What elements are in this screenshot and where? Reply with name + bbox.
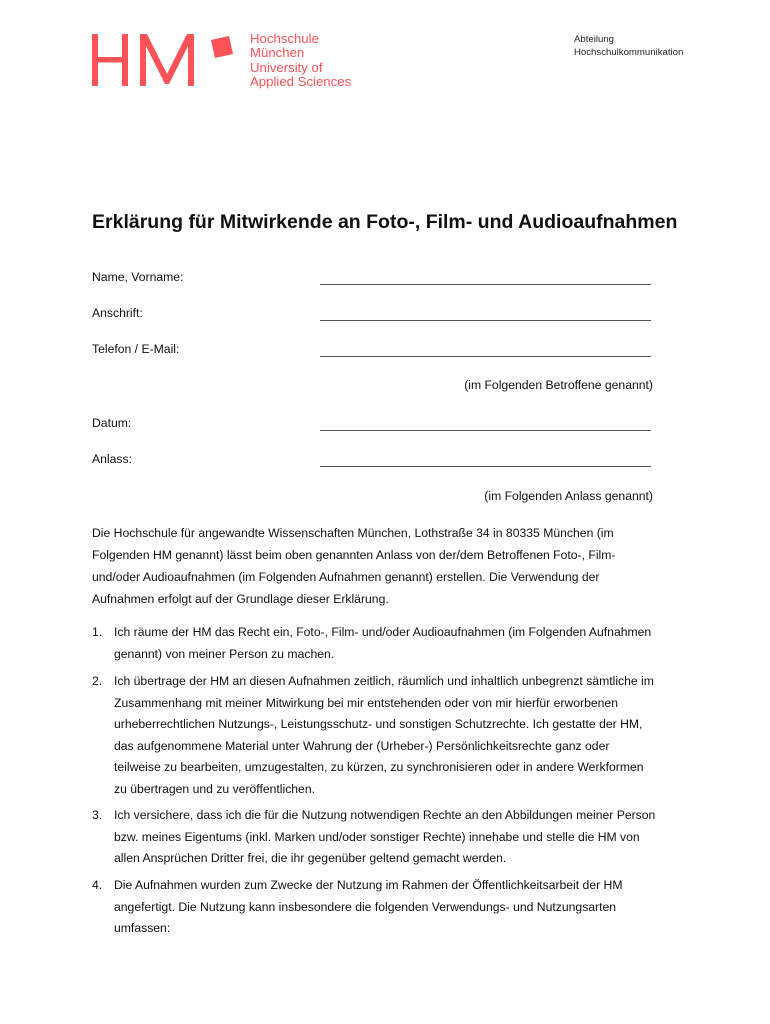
document-title: Erklärung für Mitwirkende an Foto-, Film- und Audioaufnahmen xyxy=(92,211,678,233)
phone-email-field[interactable] xyxy=(320,356,651,357)
event-note: (im Folgenden Anlass genannt) xyxy=(484,489,653,503)
address-field[interactable] xyxy=(320,320,651,321)
list-number: 2. xyxy=(92,674,103,688)
list-text: Ich übertrage der HM an diesen Aufnahmen zeitlich, räumlich und inhaltlich unbegrenzt sämtliche im Zusammenhang mit meiner Mitwirkung bei mir entstehenden oder von mir hierfür erworbenen urheberrechtlichen Nutzungs-, Leistungsschutz- und sonstigen Schutzrechte. Ich gestatte der HM, das aufgenommene Material unter Wahrung der (Urheber-) Persönlichkeitsrechte ganz oder teilweise zu bearbeiten, umzugestalten, zu kürzen, zu synchronisieren oder in andere Werkformen zu übertragen und zu veröffentlichen. xyxy=(114,674,654,796)
list-text: Ich versichere, dass ich die für die Nutzung notwendigen Rechte an den Abbildungen meiner Person bzw. meines Eigentums (inkl. Marken und/oder sonstiger Rechte) innehabe und stelle die HM von allen Ansprüchen Dritter frei, die ihr gegenüber geltend gemacht werden. xyxy=(114,808,656,865)
logo-line: Applied Sciences xyxy=(250,74,352,90)
logo-line: Hochschule xyxy=(250,31,319,46)
address-label: Anschrift: xyxy=(92,306,143,320)
list-number: 3. xyxy=(92,808,103,822)
intro-paragraph: Die Hochschule für angewandte Wissenschaften München, Lothstraße 34 in 80335 München (im Folgenden HM genannt) lässt beim oben genannten Anlass von der/dem Betroffenen Foto-, Film- und/oder Audioaufnahmen (im Folgenden Aufnahmen genannt) erstellen. Die Verwendung der Aufnahmen erfolgt auf der Grundlage dieser Erklärung. xyxy=(92,526,616,606)
list-number: 4. xyxy=(92,878,103,892)
department-line: Abteilung xyxy=(574,34,615,45)
person-note: (im Folgenden Betroffene genannt) xyxy=(464,378,653,392)
occasion-field[interactable] xyxy=(320,466,651,467)
date-field[interactable] xyxy=(320,430,651,431)
hm-logo xyxy=(92,30,382,92)
logo-wordmark xyxy=(250,32,351,90)
name-field[interactable] xyxy=(320,284,651,285)
date-label: Datum: xyxy=(92,416,132,430)
department-line: Hochschulkommunikation xyxy=(574,47,684,58)
list-text: Ich räume der HM das Recht ein, Foto-, Film- und/oder Audioaufnahmen (im Folgenden Aufnahmen genannt) von meiner Person zu machen. xyxy=(114,625,652,661)
logo-line: University of xyxy=(250,59,323,75)
list-text: Die Aufnahmen wurden zum Zwecke der Nutzung im Rahmen der Öffentlichkeitsarbeit der HM angefertigt. Die Nutzung kann insbesondere die folgenden Verwendungs- und Nutzungsarten umfassen: xyxy=(114,878,623,935)
hm-logo-mark xyxy=(92,30,242,92)
list-number: 1. xyxy=(92,625,103,639)
occasion-label: Anlass: xyxy=(92,452,132,466)
department-label xyxy=(574,33,683,59)
name-label: Name, Vorname: xyxy=(92,270,184,284)
phone-email-label: Telefon / E-Mail: xyxy=(92,342,180,356)
logo-line: München xyxy=(250,45,305,61)
